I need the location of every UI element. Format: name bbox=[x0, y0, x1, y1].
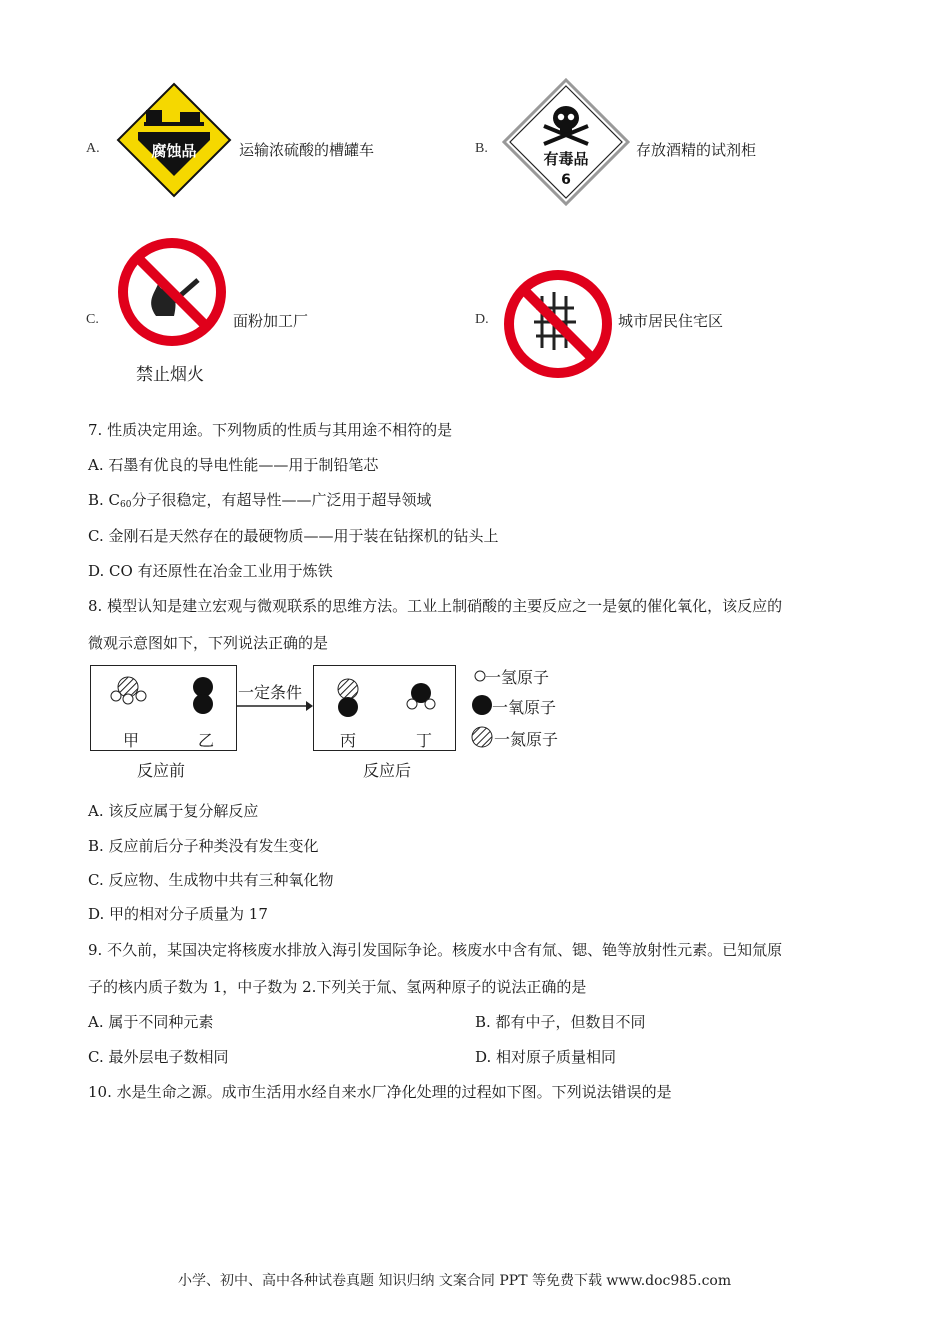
toxic-sign-label: 有毒品 bbox=[543, 150, 589, 168]
q10-stem: 10. 水是生命之源。成市生活用水经自来水厂净化处理的过程如下图。下列说法错误的是 bbox=[88, 1083, 672, 1101]
toxic-sign-number: 6 bbox=[561, 172, 571, 188]
nitrogen-legend-icon bbox=[472, 727, 492, 747]
option-d-text: 城市居民住宅区 bbox=[618, 312, 724, 330]
label-yi: 乙 bbox=[198, 731, 215, 750]
label-before: 反应前 bbox=[137, 761, 186, 780]
q8-stem-line2: 微观示意图如下，下列说法正确的是 bbox=[88, 634, 329, 652]
reaction-arrow-icon bbox=[236, 700, 314, 712]
q7-option-b-rest: 分子很稳定，有超导性——广泛用于超导领域 bbox=[131, 491, 432, 509]
q7-option-b-prefix: B. C bbox=[88, 491, 121, 509]
no-fire-sign-icon bbox=[116, 236, 228, 348]
option-b-text: 存放酒精的试剂柜 bbox=[636, 141, 757, 159]
oxygen-atom-icon bbox=[338, 697, 358, 717]
hydrogen-atom-icon bbox=[407, 699, 417, 709]
reaction-condition: 一定条件 bbox=[238, 683, 303, 702]
legend-nitrogen: 一氮原子 bbox=[494, 730, 559, 749]
corrosive-sign-label: 腐蚀品 bbox=[151, 142, 197, 160]
option-letter-d: D. bbox=[475, 312, 489, 327]
hydrogen-atom-icon bbox=[123, 694, 133, 704]
option-letter-c: C. bbox=[86, 312, 99, 327]
q9-stem-line2: 子的核内质子数为 1，中子数为 2.下列关于氚、氢两种原子的说法正确的是 bbox=[88, 978, 587, 996]
label-ding: 丁 bbox=[416, 731, 433, 750]
q8-stem-line1: 8. 模型认知是建立宏观与微观联系的思维方法。工业上制硝酸的主要反应之一是氨的催化氧化，该反应的 bbox=[88, 597, 783, 615]
legend-hydrogen: 一氢原子 bbox=[485, 668, 550, 687]
q8-option-d: D. 甲的相对分子质量为 17 bbox=[88, 905, 268, 923]
q7-option-c: C. 金刚石是天然存在的最硬物质——用于装在钻探机的钻头上 bbox=[88, 527, 499, 545]
hydrogen-atom-icon bbox=[136, 691, 146, 701]
no-fire-caption: 禁止烟火 bbox=[136, 365, 204, 385]
q8-option-c: C. 反应物、生成物中共有三种氧化物 bbox=[88, 871, 334, 889]
hydrogen-atom-icon bbox=[425, 699, 435, 709]
oxygen-atom-icon bbox=[193, 694, 213, 714]
option-letter-b: B. bbox=[475, 141, 488, 156]
q9-option-d: D. 相对原子质量相同 bbox=[475, 1048, 617, 1066]
q7-stem: 7. 性质决定用途。下列物质的性质与其用途不相符的是 bbox=[88, 421, 453, 439]
option-letter-a: A. bbox=[86, 141, 100, 156]
q8-option-a: A. 该反应属于复分解反应 bbox=[88, 802, 259, 820]
toxic-sign-icon bbox=[502, 78, 630, 206]
q9-option-b: B. 都有中子，但数目不同 bbox=[475, 1013, 646, 1031]
option-a-text: 运输浓硫酸的槽罐车 bbox=[239, 141, 375, 159]
q7-option-b bbox=[88, 490, 432, 515]
option-c-text: 面粉加工厂 bbox=[233, 312, 309, 330]
q9-stem-line1: 9. 不久前，某国决定将核废水排放入海引发国际争论。核废水中含有氚、锶、铯等放射性元素。已知氚原 bbox=[88, 941, 783, 959]
page-footer: 小学、初中、高中各种试卷真题 知识归纳 文案合同 PPT 等免费下载 www.doc985.com bbox=[178, 1273, 732, 1289]
q9-option-c: C. 最外层电子数相同 bbox=[88, 1048, 229, 1066]
q8-option-b: B. 反应前后分子种类没有发生变化 bbox=[88, 837, 319, 855]
q9-option-a: A. 属于不同种元素 bbox=[88, 1013, 214, 1031]
product-molecules bbox=[313, 665, 457, 751]
no-fireworks-sign-icon bbox=[502, 268, 614, 380]
hydrogen-legend-icon bbox=[475, 671, 485, 681]
legend-oxygen: 一氧原子 bbox=[492, 698, 557, 717]
corrosive-sign-icon bbox=[116, 82, 232, 198]
oxygen-legend-icon bbox=[472, 695, 492, 715]
label-jia: 甲 bbox=[123, 731, 140, 750]
q7-option-a: A. 石墨有优良的导电性能——用于制铅笔芯 bbox=[88, 456, 379, 474]
hydrogen-atom-icon bbox=[111, 691, 121, 701]
nitrogen-atom-icon bbox=[338, 679, 358, 699]
label-after: 反应后 bbox=[363, 761, 412, 780]
c60-subscript: 60 bbox=[120, 500, 132, 510]
q7-option-d: D. CO 有还原性在冶金工业用于炼铁 bbox=[88, 562, 333, 580]
label-bing: 丙 bbox=[340, 731, 357, 750]
reactant-molecules bbox=[90, 665, 238, 751]
